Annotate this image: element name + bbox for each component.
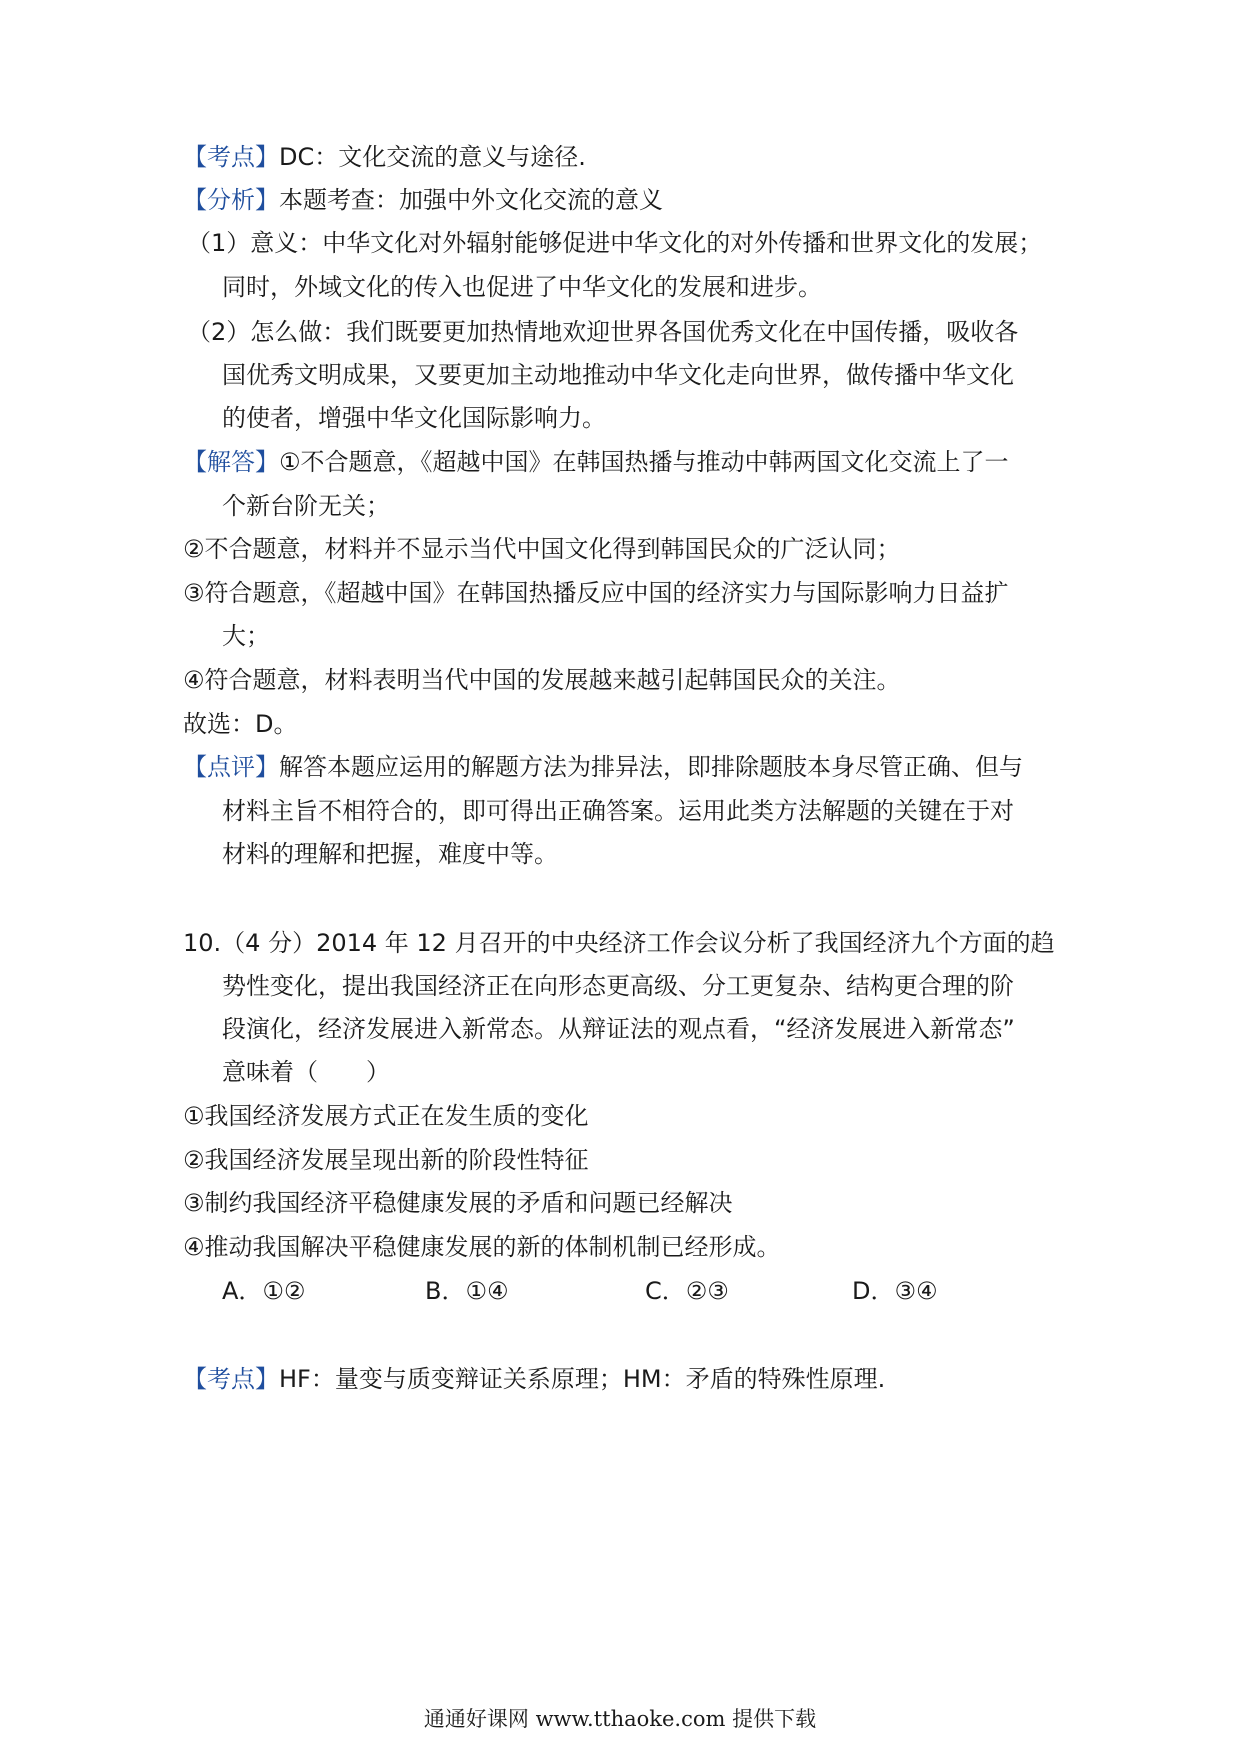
q10-kaodian-tag: 【考点】 (183, 1365, 279, 1393)
question-10-statement: ②我国经济发展呈现出新的阶段性特征 (183, 1146, 589, 1174)
page-footer: 通通好课网 www.tthaoke.com 提供下载 (423, 1707, 817, 1731)
option-a: A．①② (222, 1277, 306, 1305)
analysis-p2-line3: 的使者，增强中华文化国际影响力。 (222, 404, 606, 432)
jieda-tag: 【解答】 (183, 448, 279, 476)
dianping-line2: 材料主旨不相符合的，即可得出正确答案。运用此类方法解题的关键在于对 (222, 797, 1014, 825)
answer-line: 故选：D。 (183, 710, 298, 738)
q10-kaodian-line (183, 1362, 1080, 1396)
dianping-line (183, 750, 1080, 784)
solution-item-3-line2: 大； (222, 622, 270, 650)
fenxi-text: 本题考查：加强中外文化交流的意义 (279, 186, 663, 214)
question-10-statement: ④推动我国解决平稳健康发展的新的体制机制已经形成。 (183, 1233, 781, 1261)
analysis-p2-line2: 国优秀文明成果，又要更加主动地推动中华文化走向世界，做传播中华文化 (222, 361, 1014, 389)
solution-item-3-line1: ③符合题意，《超越中国》在韩国热播反应中国的经济实力与国际影响力日益扩 (183, 579, 1009, 607)
analysis-p1-line1: （1）意义：中华文化对外辐射能够促进中华文化的对外传播和世界文化的发展； (187, 229, 1043, 257)
jieda-line2: 个新台阶无关； (222, 492, 390, 520)
option-c: C．②③ (645, 1277, 729, 1305)
option-d: D．③④ (852, 1277, 938, 1305)
q10-kaodian-text: HF：量变与质变辩证关系原理；HM：矛盾的特殊性原理. (279, 1365, 886, 1393)
question-10-stem-line1: 10.（4 分）2014 年 12 月召开的中央经济工作会议分析了我国经济九个方面的趋 (183, 929, 1055, 957)
option-b: B．①④ (425, 1277, 509, 1305)
jieda-text: ①不合题意，《超越中国》在韩国热播与推动中韩两国文化交流上了一 (279, 448, 1009, 476)
question-10-statement: ①我国经济发展方式正在发生质的变化 (183, 1102, 589, 1130)
question-10-stem-line4: 意味着（ ） (222, 1058, 390, 1086)
dianping-text: 解答本题应运用的解题方法为排异法，即排除题肢本身尽管正确、但与 (279, 753, 1023, 781)
dianping-line3: 材料的理解和把握，难度中等。 (222, 840, 558, 868)
fenxi-line (183, 183, 1080, 217)
question-10-stem-line3: 段演化，经济发展进入新常态。从辩证法的观点看，“经济发展进入新常态” (222, 1015, 1015, 1043)
fenxi-tag: 【分析】 (183, 186, 279, 214)
kaodian-tag: 【考点】 (183, 143, 279, 171)
solution-item-2: ②不合题意，材料并不显示当代中国文化得到韩国民众的广泛认同； (183, 535, 901, 563)
kaodian-text: DC：文化交流的意义与途径. (279, 143, 586, 171)
dianping-tag: 【点评】 (183, 753, 279, 781)
solution-item-4: ④符合题意，材料表明当代中国的发展越来越引起韩国民众的关注。 (183, 666, 901, 694)
analysis-p2-line1: （2）怎么做：我们既要更加热情地欢迎世界各国优秀文化在中国传播，吸收各 (187, 318, 1019, 346)
question-10-stem-line2: 势性变化，提出我国经济正在向形态更高级、分工更复杂、结构更合理的阶 (222, 972, 1014, 1000)
kaodian-line (183, 140, 1080, 174)
jieda-line (183, 445, 1080, 479)
question-10-statement: ③制约我国经济平稳健康发展的矛盾和问题已经解决 (183, 1189, 733, 1217)
analysis-p1-line2: 同时，外域文化的传入也促进了中华文化的发展和进步。 (222, 273, 822, 301)
